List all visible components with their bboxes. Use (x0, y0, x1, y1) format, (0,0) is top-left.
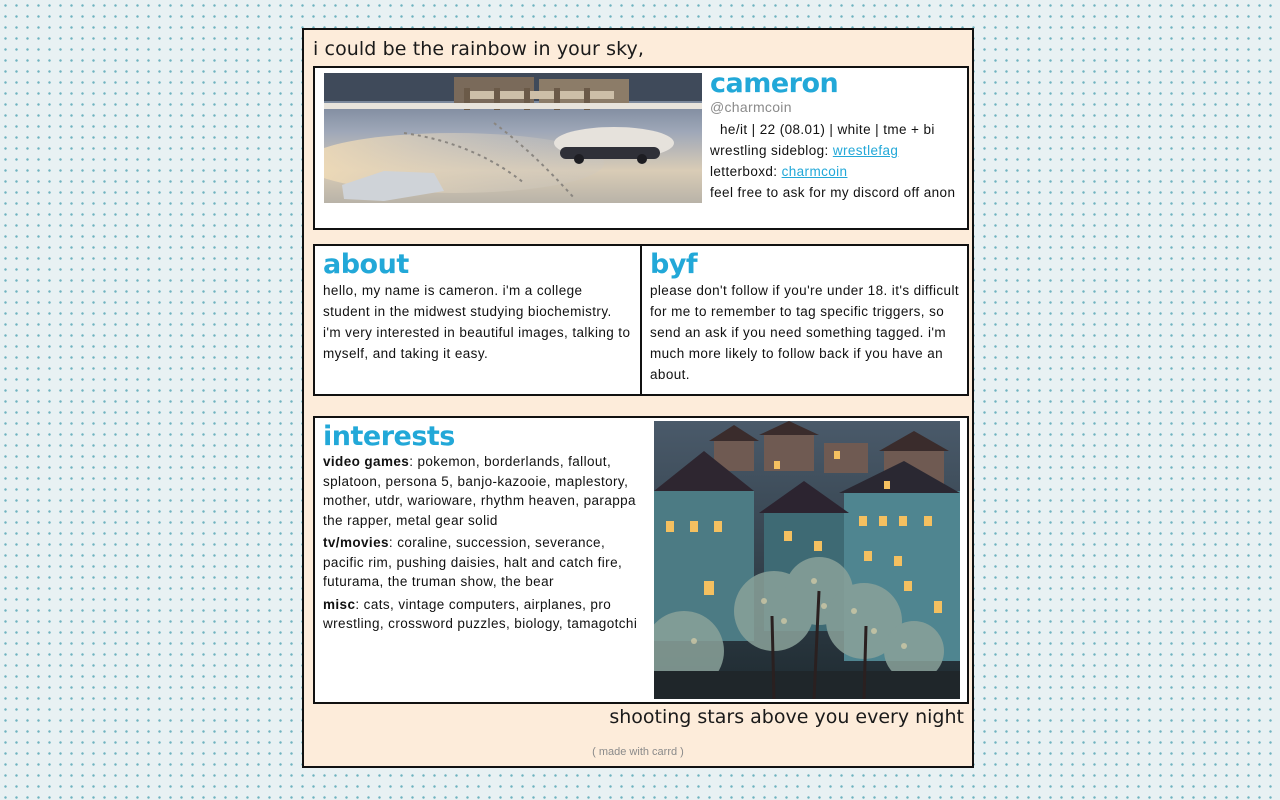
interests-panel (313, 416, 969, 704)
sideblog-line (710, 140, 965, 161)
interest-item (323, 452, 643, 530)
profile-name: cameron (710, 68, 839, 99)
interest-label: tv/movies (323, 535, 389, 550)
about-text: hello, my name is cameron. i'm a college student in the midwest studying biochemistry. i'm very interested in beautiful images, talking to myself, and taking it easy. (323, 283, 631, 361)
interest-label: misc (323, 596, 356, 612)
interest-text: : cats, vintage computers, airplanes, pro wrestling, crossword puzzles, biology, tamagotchi (323, 596, 638, 631)
interest-text: : coraline, succession, severance, pacific rim, pushing daisies, halt and catch fire, futurama, the truman show, the bear (323, 535, 623, 589)
profile-info (710, 69, 965, 203)
byf-text: please don't follow if you're under 18. it's difficult for me to remember to tag specific triggers, so send an ask if you need something tagged. i'm much more likely to follow back if you have an about. (650, 283, 959, 382)
interests-heading: interests (323, 421, 455, 452)
letterboxd-link[interactable]: charmcoin (781, 164, 848, 179)
snowy-street-painting (324, 73, 702, 203)
interest-text: : pokemon, borderlands, fallout, splatoon, persona 5, banjo-kazooie, maplestory, mother, utdr, warioware, rhythm heaven, parappa the rapper, metal gear solid (323, 454, 636, 528)
byf-panel (640, 244, 969, 396)
profile-panel (313, 66, 969, 230)
about-panel (313, 244, 642, 396)
tagline-top: i could be the rainbow in your sky, (313, 38, 644, 60)
discord-note: feel free to ask for my discord off anon (710, 185, 956, 200)
night-town-painting (654, 421, 960, 699)
interest-item (323, 533, 643, 592)
about-heading: about (323, 249, 409, 280)
letterboxd-line (710, 161, 965, 182)
profile-card (302, 28, 974, 768)
sideblog-link[interactable]: wrestlefag (832, 143, 899, 158)
byf-heading: byf (650, 249, 698, 280)
letterboxd-label: letterboxd: (710, 164, 782, 179)
interest-label: video games (323, 454, 410, 469)
interest-item (323, 595, 643, 634)
profile-handle: @charmcoin (710, 99, 792, 115)
profile-details: he/it | 22 (08.01) | white | tme + bi (720, 122, 935, 137)
sideblog-label: wrestling sideblog: (710, 143, 833, 158)
tagline-bottom: shooting stars above you every night (609, 706, 964, 728)
made-with-carrd[interactable]: ( made with carrd ) (592, 746, 684, 758)
